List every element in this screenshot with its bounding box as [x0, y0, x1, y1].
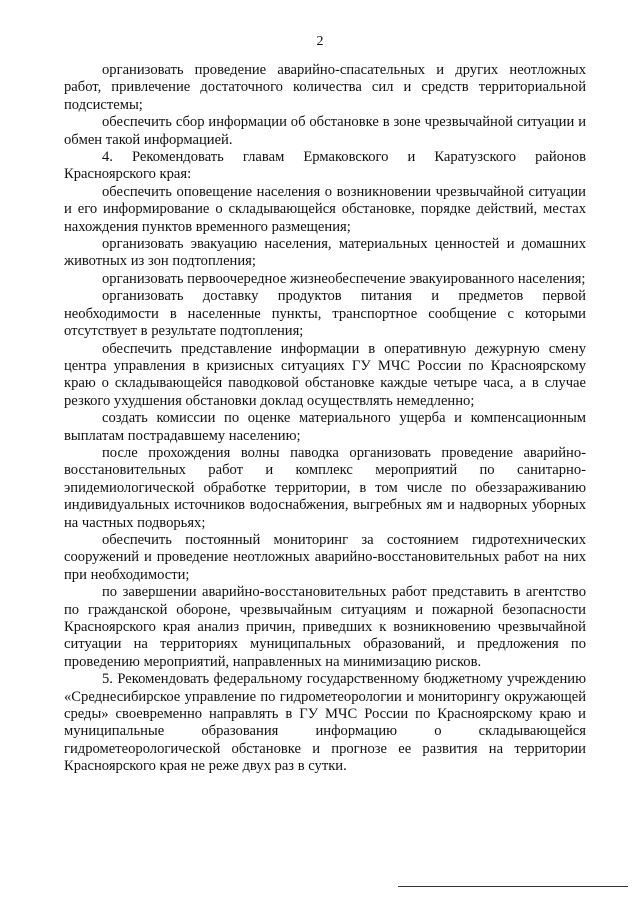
- paragraph: обеспечить сбор информации об обстановке в зоне чрезвычайной ситуации и обмен такой информацией.: [64, 114, 586, 148]
- paragraph-item-5: 5. Рекомендовать федеральному государственному бюджетному учреждению «Среднесибирское управление по гидрометеорологии и мониторингу окружающей среды» своевременно направлять в ГУ МЧС России по Красноярскому краю и муниципальные образования информацию о складывающейся гидрометеорологической обстановке и прогнозе ее развития на территории Красноярского края не реже двух раз в сутки.: [64, 671, 586, 775]
- page-number: 2: [316, 34, 324, 49]
- paragraph: организовать доставку продуктов питания и предметов первой необходимости в населенные пункты, транспортное сообщение с которыми отсутствует в результате подтопления;: [64, 288, 586, 340]
- paragraph: по завершении аварийно-восстановительных работ представить в агентство по гражданской обороне, чрезвычайным ситуациям и пожарной безопасности Красноярского края анализ причин, приведших к возникновению чрезвычайной ситуации на территориях муниципальных образований, и предложения по проведению мероприятий, направленных на минимизацию рисков.: [64, 584, 586, 670]
- paragraph: обеспечить оповещение населения о возникновении чрезвычайной ситуации и его информирование о складывающейся обстановке, порядке действий, местах нахождения пунктов временного размещения;: [64, 183, 586, 235]
- paragraph: обеспечить постоянный мониторинг за состоянием гидротехнических сооружений и проведение неотложных аварийно-восстановительных работ на них при необходимости;: [64, 531, 586, 583]
- paragraph: организовать эвакуацию населения, материальных ценностей и домашних животных из зон подтопления;: [64, 236, 586, 270]
- paragraph: организовать первоочередное жизнеобеспечение эвакуированного населения;: [102, 270, 586, 287]
- paragraph-item-4: 4. Рекомендовать главам Ермаковского и Каратузского районов Красноярского края:: [64, 149, 586, 183]
- paragraph: организовать проведение аварийно-спасательных и других неотложных работ, привлечение достаточного количества сил и средств территориальной подсистемы;: [64, 62, 586, 113]
- document-body: [64, 62, 586, 776]
- bottom-rule-divider: [398, 886, 628, 887]
- paragraph: создать комиссии по оценке материального ущерба и компенсационным выплатам пострадавшему населению;: [64, 410, 586, 444]
- paragraph: после прохождения волны паводка организовать проведение аварийно-восстановительных работ и комплекс мероприятий по санитарно-эпидемиологической обработке территории, в том числе по обеззараживанию индивидуальных источников водоснабжения, выгребных ям и надворных уборных на частных подворьях;: [64, 444, 586, 531]
- paragraph: обеспечить представление информации в оперативную дежурную смену центра управления в кризисных ситуациях ГУ МЧС России по Красноярскому краю о складывающейся паводковой обстановке каждые четыре часа, а в случае резкого ухудшения обстановки доклад осуществлять немедленно;: [64, 340, 586, 409]
